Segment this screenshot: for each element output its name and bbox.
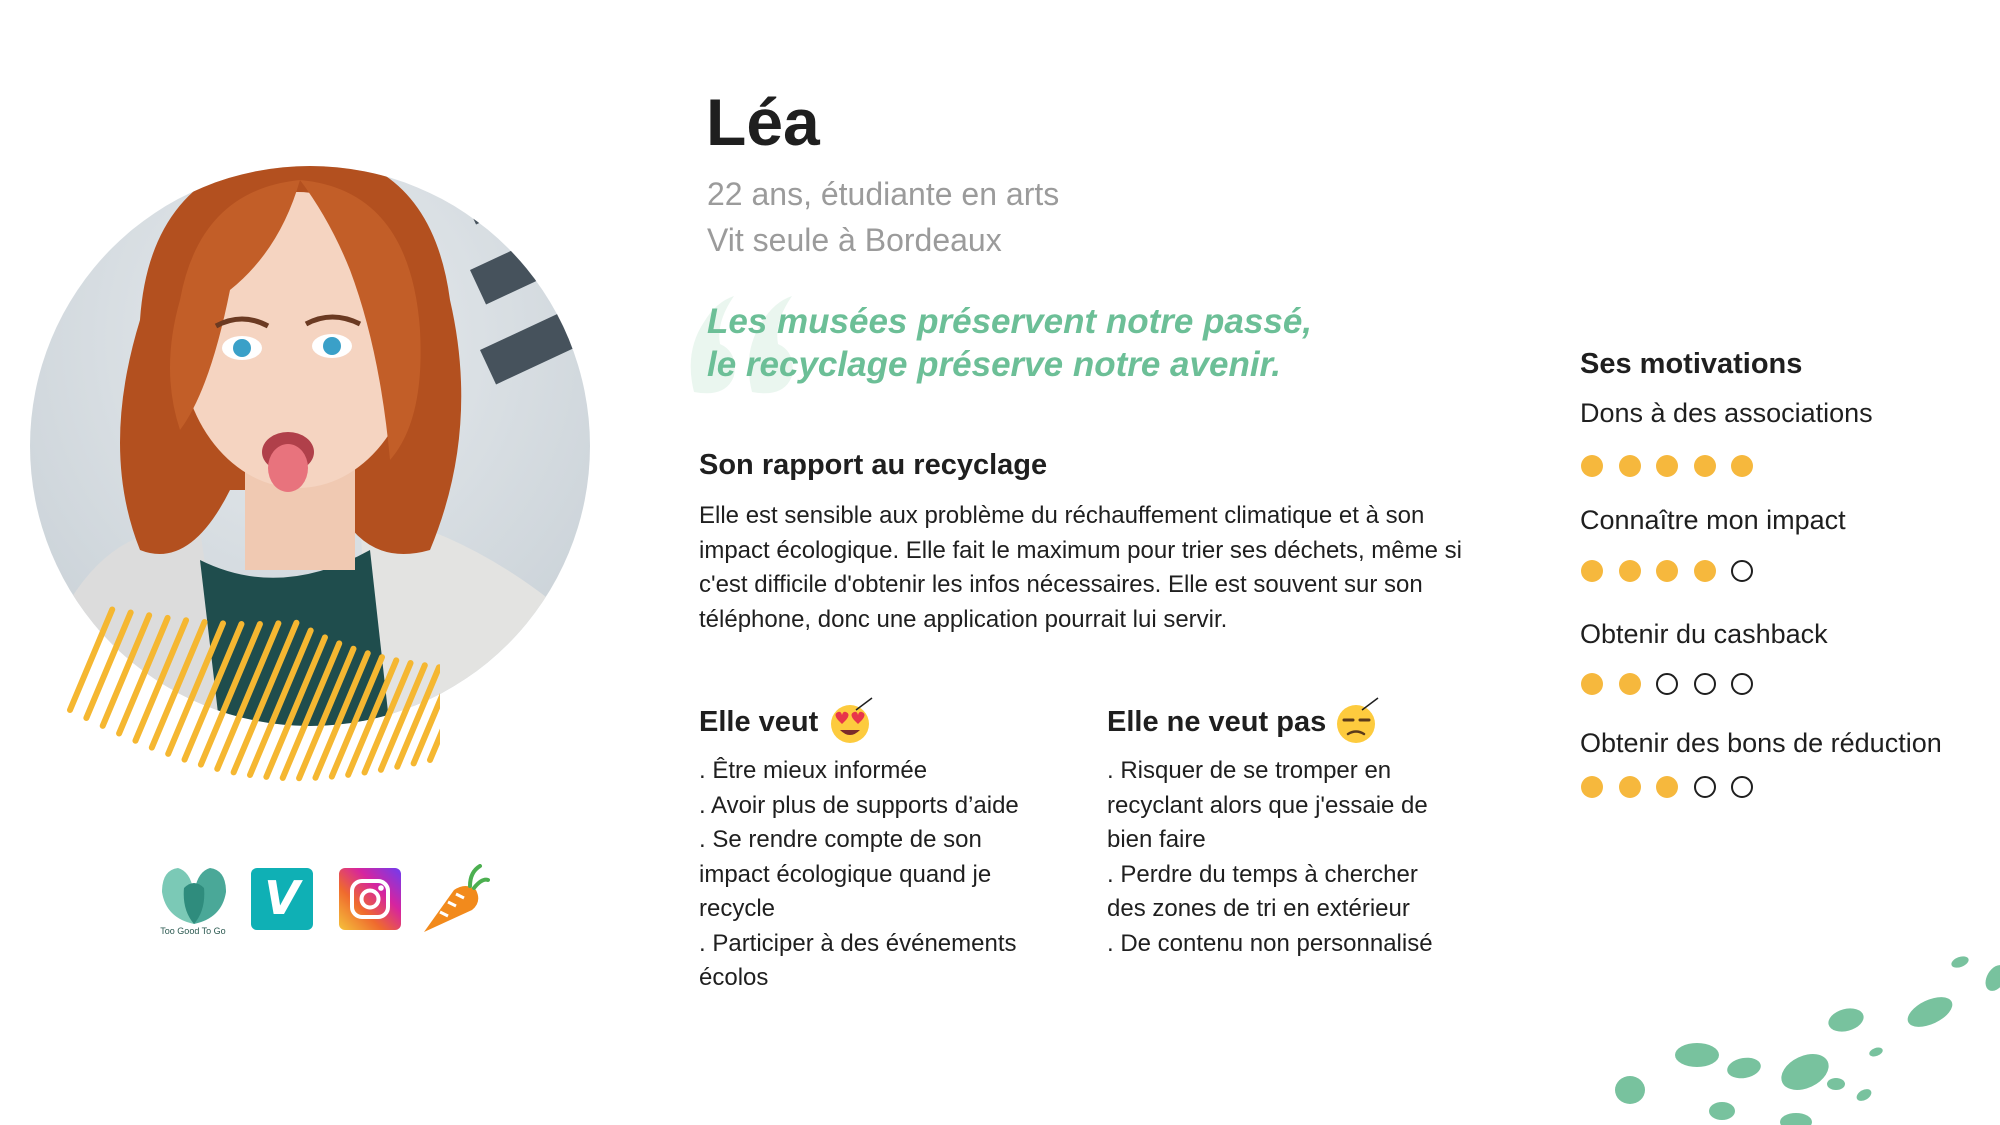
motivation-label: Obtenir des bons de réduction bbox=[1580, 728, 1942, 758]
rating-dot-filled bbox=[1581, 673, 1603, 695]
not-wants-item: . Perdre du temps à chercher des zones de tri en extérieur bbox=[1107, 860, 1418, 922]
not-wants-item: . Risquer de se tromper en recyclant alors que j'essaie de bien faire bbox=[1107, 757, 1428, 853]
recycling-section-title: Son rapport au recyclage bbox=[699, 449, 1048, 481]
rating-dot-filled bbox=[1656, 776, 1678, 798]
rating-dot-filled bbox=[1694, 560, 1716, 582]
wants-item: . Être mieux informée bbox=[699, 757, 928, 784]
rating-dot-empty bbox=[1694, 776, 1716, 798]
wants-title: Elle veut bbox=[699, 706, 819, 738]
rating-dot-empty bbox=[1731, 560, 1753, 582]
instagram-icon bbox=[339, 868, 401, 930]
vinted-icon: V bbox=[251, 868, 313, 930]
heart-eyes-emoji-icon bbox=[826, 696, 876, 746]
rating-dot-empty bbox=[1656, 673, 1678, 695]
rating-dot-filled bbox=[1694, 455, 1716, 477]
rating-dot-empty bbox=[1694, 673, 1716, 695]
quote-line-2: le recyclage préserve notre avenir. bbox=[707, 345, 1281, 384]
not-wants-title: Elle ne veut pas bbox=[1107, 706, 1327, 738]
wants-list bbox=[699, 754, 1044, 996]
rating-dot-filled bbox=[1581, 560, 1603, 582]
motivation-rating bbox=[1581, 455, 1753, 479]
unamused-emoji-icon bbox=[1332, 696, 1382, 746]
persona-living-situation: Vit seule à Bordeaux bbox=[707, 222, 1002, 258]
not-wants-list bbox=[1107, 754, 1452, 961]
wants-item: . Se rendre compte de son impact écologique quand je recycle bbox=[699, 826, 992, 922]
rating-dot-filled bbox=[1619, 673, 1641, 695]
motivation-rating bbox=[1581, 673, 1753, 697]
quote-line-1: Les musées préservent notre passé, bbox=[707, 302, 1313, 341]
rating-dot-filled bbox=[1656, 560, 1678, 582]
motivation-rating bbox=[1581, 776, 1753, 800]
not-wants-item: . De contenu non personnalisé bbox=[1107, 929, 1433, 957]
stripe-line bbox=[266, 637, 325, 777]
decorative-leaves bbox=[1600, 940, 2000, 1125]
motivation-label: Obtenir du cashback bbox=[1580, 619, 1828, 649]
rating-dot-empty bbox=[1731, 776, 1753, 798]
recycling-section-body: Elle est sensible aux problème du réchauffement climatique et à son impact écologique. Elle fait le maximum pour trier ses déchets, même si c'est difficile d'obtenir les infos nécessaires. Elle est souvent sur son téléphone, donc une application pourrait lui servir. bbox=[699, 502, 1462, 633]
stripe-line bbox=[234, 623, 297, 773]
rating-dot-filled bbox=[1619, 560, 1641, 582]
rating-dot-filled bbox=[1581, 455, 1603, 477]
stripe-line bbox=[86, 612, 130, 718]
persona-name: Léa bbox=[706, 85, 820, 159]
motivation-label: Connaître mon impact bbox=[1580, 505, 1846, 535]
rating-dot-filled bbox=[1656, 455, 1678, 477]
motivations-title: Ses motivations bbox=[1580, 348, 1803, 380]
stripe-line bbox=[70, 610, 112, 711]
rating-dot-empty bbox=[1731, 673, 1753, 695]
rating-dot-filled bbox=[1581, 776, 1603, 798]
rating-dot-filled bbox=[1619, 455, 1641, 477]
too-good-to-go-label: Too Good To Go bbox=[160, 926, 226, 936]
rating-dot-filled bbox=[1731, 455, 1753, 477]
stripe-line bbox=[103, 615, 149, 726]
persona-age-occupation: 22 ans, étudiante en arts bbox=[707, 176, 1060, 212]
wants-item: . Avoir plus de supports d’aide bbox=[699, 791, 1019, 819]
stripe-line bbox=[250, 631, 311, 776]
carrot-app-icon bbox=[420, 864, 490, 936]
motivation-rating bbox=[1581, 560, 1753, 584]
motivation-label: Dons à des associations bbox=[1580, 398, 1873, 428]
rating-dot-filled bbox=[1619, 776, 1641, 798]
wants-item: . Participer à des événements écolos bbox=[699, 929, 1017, 991]
decorative-stripes bbox=[60, 560, 440, 820]
